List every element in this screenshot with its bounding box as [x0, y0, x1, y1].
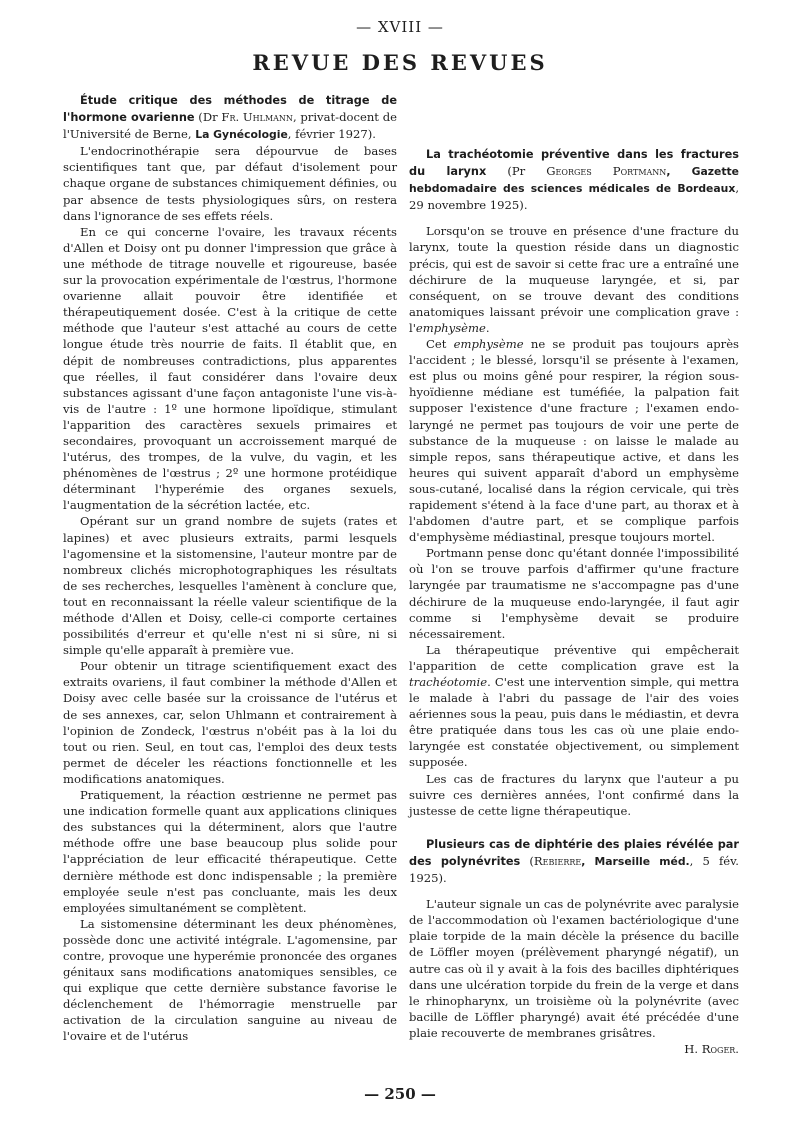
signature-text: H. Roger.: [684, 1041, 739, 1056]
paragraph: Portmann pense donc qu'étant donnée l'impossibilité où l'on se trouve parfois d'affirmer qu'une fracture laryngée par traumatisme ne s'accompagne pas d'une déchirure de la muqueuse endo-laryngée, il faut agir comme si l'emphysème devait se produire nécessairement.: [409, 546, 739, 641]
article-heading: [63, 92, 397, 143]
reference-author: Fr. Uhlmann: [221, 110, 293, 125]
reference-prefix: (Dr: [198, 110, 222, 125]
article-title: Étude critique des méthodes de titrage de l'hormone ovarienne: [63, 94, 397, 125]
article-title: Plusieurs cas de diphtérie des plaies révélée par des polynévrites: [409, 837, 739, 868]
paragraph: Opérant sur un grand nombre de sujets (rates et lapines) et avec plusieurs extraits, parmi lesquels l'agomensine et la sistomensine, l'auteur montre par de nombreux clichés microphotographiques les résultats de ses recherches, lesquelles l'amènent à conclure que, tout en reconnaissant la réelle valeur scientifique de la méthode d'Allen et Doisy, celle-ci comporte certaines possibilités d'erreur et qu'elle n'est ni si sûre, ni si simple qu'elle apparaît à première vue.: [63, 514, 397, 658]
paragraph: Pour obtenir un titrage scientifiquement exact des extraits ovariens, il faut combiner la méthode d'Allen et Doisy avec celle basée sur la croissance de l'utérus et de ses annexes, car, selon Uhlmann et contrairement à l'opinion de Zondeck, l'œstrus n'obéit pas à la loi du tout ou rien. Seul, en tout cas, l'emploi des deux tests permet de déceler les réactions fonctionnelle et les modifications anatomiques.: [63, 659, 397, 786]
emphasis: emphysème: [415, 320, 486, 335]
paragraph-text: Lorsqu'on se trouve en présence d'une fracture du larynx, toute la question réside dans un diagnostic précis, qui est de savoir si cette frac ure a entraîné une déchirure de la muqueuse laryngée, et si, par conséquent, on se trouve devant des conditions anatomiques laissant prévoir une complication grave : l': [409, 224, 739, 335]
reference-date: , 5 fév. 1925).: [409, 853, 739, 886]
reference-date: , 29 novembre 1925).: [409, 181, 739, 213]
article-portmann: [409, 146, 739, 819]
paragraph-text: La thérapeutique préventive qui empêcherait l'apparition de cette complication grave est la: [409, 642, 739, 673]
reference-author: Georges Portmann: [546, 164, 667, 179]
spacer: [409, 213, 739, 223]
spacer: [409, 886, 739, 896]
reference-affiliation: , privat-docent de l'Université de Berne,: [63, 110, 397, 142]
emphasis: trachéotomie: [409, 675, 488, 689]
right-column: [409, 92, 739, 1064]
reference-prefix: (: [520, 853, 534, 868]
paragraph-text: .: [485, 320, 490, 335]
paragraph-text: ne se produit pas toujours après l'accident ; le blessé, lorsqu'il se présente à l'examen, est plus ou moins gêné pour respirer, la région sous-hyoïdienne médiane est tuméfiée, la palpation fait supposer l'existence d'une fracture ; l'examen endo-laryngé ne permet pas toujours de voir une perte de substance de la muqueuse : on laisse le malade au simple repos, sans thérapeutique active, et dans les heures qui suivent apparaît d'abord un emphysème sous-cutané, localisé dans la région cervicale, qui très rapidement s'étend à la face d'une part, au thorax et à l'abdomen d'autre part, et se complique parfois d'emphysème médiastinal, presque toujours mortel.: [409, 337, 740, 545]
paragraph: L'auteur signale un cas de polynévrite avec paralysie de l'accommodation où l'examen bactériologique d'une plaie torpide de la main décèle la présence du bacille de Löffler moyen (prélèvement pharyngé négatif), un autre cas où il y avait à la fois des bacilles diphtériques dans une ulcération torpide du frein de la verge et dans le rhinopharynx, un troisième où la polynévrite (avec bacille de Löffler pharyngé) avait été précédée d'une plaie recouverte de membranes grisâtres.: [409, 897, 739, 1040]
reference-journal: , Gazette hebdomadaire des sciences médicales de Bordeaux: [409, 165, 739, 196]
paragraph-text: . C'est une intervention simple, qui mettra le malade à l'abri du passage de l'air des voies aériennes sous la peau, puis dans le médiastin, et devra être pratiquée dans tous les cas où une plaie endo-laryngée est constatée objectivement, ou simplement supposée.: [409, 675, 739, 770]
paragraph: [409, 223, 739, 336]
spacer: [409, 826, 739, 836]
article-title: La trachéotomie préventive dans les fractures du larynx: [409, 148, 739, 179]
paragraph: Pratiquement, la réaction œstrienne ne permet pas une indication formelle quant aux applications cliniques des substances qui la déterminent, alors que l'autre méthode offre une base beaucoup plus solide pour l'appréciation de leur efficacité thérapeutique. Cette dernière méthode est donc indispensable ; la première employée seule n'est pas concluante, mais les deux employées simultanément se complètent.: [63, 788, 397, 915]
reference-prefix: (Pr: [486, 164, 547, 179]
page-number: — 250 —: [364, 1085, 436, 1103]
reference-author: Rebierre: [533, 853, 582, 868]
paragraph: Les cas de fractures du larynx que l'auteur a pu suivre ces dernières années, l'ont confirmé dans la justesse de cette ligne thérapeutique.: [409, 771, 739, 818]
left-column: [63, 92, 397, 1052]
author-signature: [409, 1041, 739, 1057]
article-rebierre: [409, 836, 739, 1057]
paragraph: La sistomensine déterminant les deux phénomènes, possède donc une activité intégrale. L'agomensine, par contre, provoque une hyperémie prononcée des organes génitaux sans modifications anatomiques sensibles, ce qui explique que cette dernière substance favorise le déclenchement de l'hémorragie menstruelle par activation de la circulation sanguine au niveau de l'ovaire et de l'utérus: [63, 916, 397, 1044]
reference-journal: La Gynécologie: [195, 128, 288, 142]
paragraph: L'endocrinothérapie sera dépourvue de bases scientifiques tant que, par défaut d'isolement pour chaque organe de substances chimiquement définies, ou par absence de tests physiologiques sûrs, on restera dans l'ignorance de ses effets réels.: [63, 144, 397, 223]
paragraph-text: Cet: [426, 337, 454, 352]
continuation-space: [409, 92, 739, 146]
reference-journal: , Marseille méd.: [581, 854, 690, 868]
article-heading: [409, 146, 739, 213]
page-header-roman: — XVIII —: [356, 18, 444, 36]
article-uhlmann: [63, 92, 397, 1045]
emphasis: emphysème: [453, 337, 524, 352]
article-heading: [409, 836, 739, 886]
paragraph: [409, 642, 739, 771]
paragraph: En ce qui concerne l'ovaire, les travaux récents d'Allen et Doisy ont pu donner l'impression que grâce à une méthode de titrage nouvelle et rigoureuse, basée sur la provocation expérimentale de l'œstrus, l'hormone ovarienne allait pouvoir être identifiée et thérapeutiquement dosée. C'est à la critique de cette méthode que l'auteur s'est attaché au cours de cette longue étude très nourrie de faits. Il établit que, en dépit de nombreuses contradictions, plus apparentes que réelles, il faut considérer dans l'ovaire deux substances agissant d'une façon antagoniste l'une vis-à-vis de l'autre : 1º une hormone lipoïdique, stimulant l'apparition des caractères sexuels primaires et secondaires, provoquant un accroissement marqué de l'utérus, des trompes, de la vulve, du vagin, et les phénomènes de l'œstrus ; 2º une hormone protéidique déterminant l'hyperémie des organes sexuels, l'augmentation de la sécrétion lactée, etc.: [63, 224, 397, 513]
paragraph: [409, 336, 739, 545]
section-title: REVUE DES REVUES: [252, 50, 548, 75]
reference-date: , février 1927).: [287, 127, 376, 142]
